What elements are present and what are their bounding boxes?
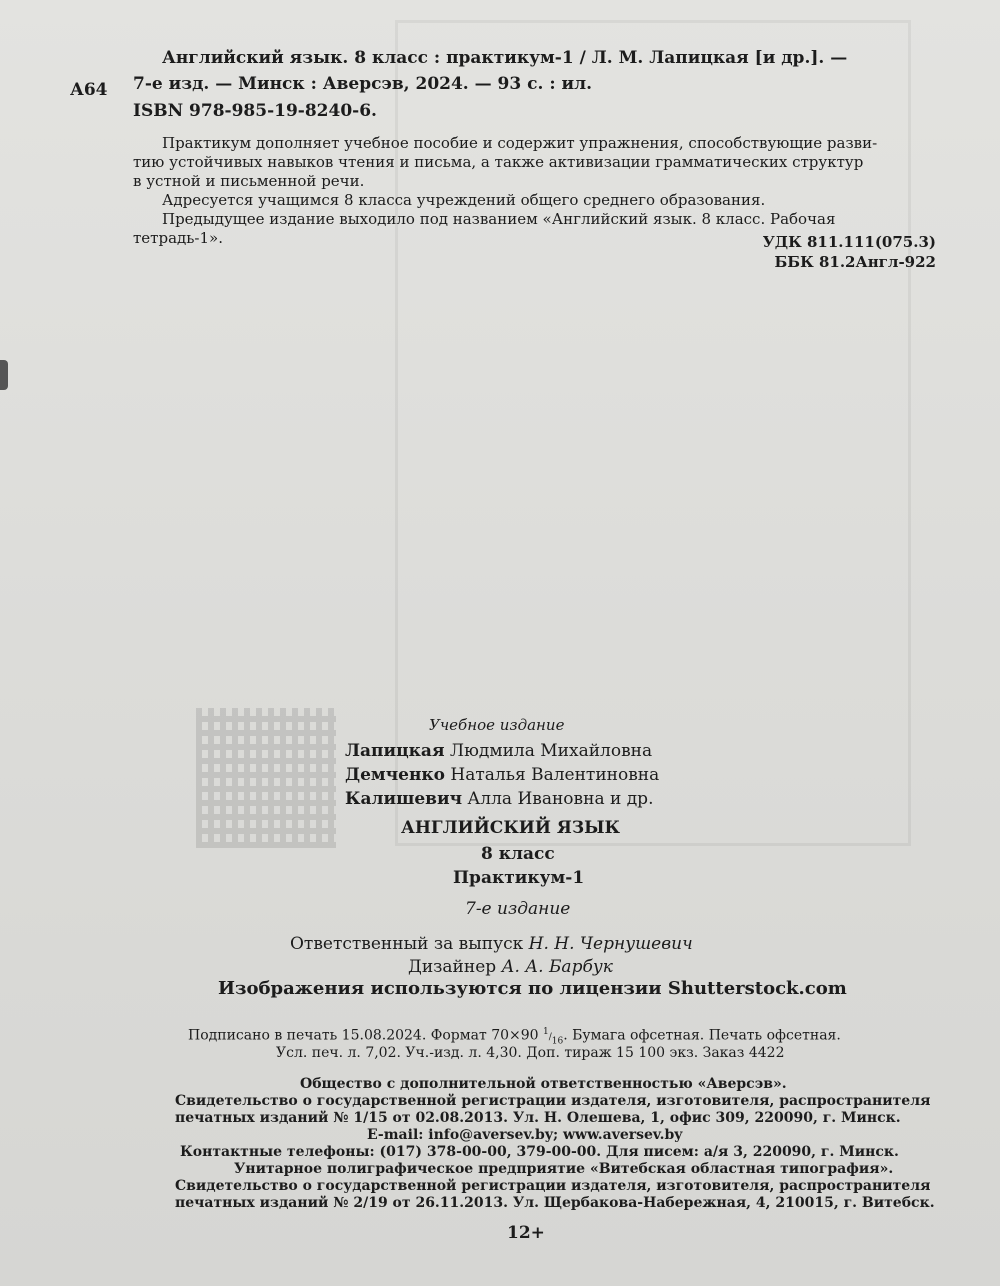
publisher-line: Общество с дополнительной ответственностью «Аверсэв». bbox=[300, 1076, 787, 1092]
responsible-line bbox=[290, 934, 693, 954]
author-surname: Лапицкая bbox=[345, 741, 445, 761]
print-details-pre: Подписано в печать 15.08.2024. Формат 70×90 bbox=[188, 1027, 543, 1044]
author-surname: Калишевич bbox=[345, 789, 463, 809]
book-title: АНГЛИЙСКИЙ ЯЗЫК bbox=[401, 818, 620, 838]
author-given-name: Людмила Михайловна bbox=[444, 741, 653, 761]
record-line1: Английский язык. 8 класс : практикум-1 / Л. М. Лапицкая [и др.]. — bbox=[162, 48, 848, 68]
printer-line: Свидетельство о государственной регистрации издателя, изготовителя, распространителя bbox=[175, 1178, 931, 1194]
printer-line: Унитарное полиграфическое предприятие «Витебская областная типография». bbox=[234, 1161, 894, 1177]
author-line bbox=[345, 789, 653, 809]
previous-edition-line: Предыдущее издание выходило под названием «Английский язык. 8 класс. Рабочая bbox=[162, 210, 836, 228]
responsible-label: Ответственный за выпуск bbox=[290, 934, 529, 954]
book-grade: 8 класс bbox=[481, 844, 555, 864]
publisher-line: Свидетельство о государственной регистрации издателя, изготовителя, распространителя bbox=[175, 1093, 931, 1109]
publisher-line: печатных изданий № 1/15 от 02.08.2013. Ул. Н. Олешева, 1, офис 309, 220090, г. Минск. bbox=[175, 1110, 901, 1126]
format-fraction-denominator: 16 bbox=[551, 1036, 564, 1047]
bleed-through-qr bbox=[196, 708, 336, 848]
author-given-name: Наталья Валентиновна bbox=[445, 765, 660, 785]
publisher-contacts-email: E-mail: info@aversev.by; www.aversev.by bbox=[367, 1127, 683, 1143]
edition-number: 7-е издание bbox=[465, 899, 571, 919]
annotation-line: в устной и письменной речи. bbox=[133, 172, 365, 190]
bbk-code: ББК 81.2Англ-922 bbox=[774, 253, 936, 271]
binding-mark bbox=[0, 360, 8, 390]
author-surname: Демченко bbox=[345, 765, 446, 785]
book-subtitle: Практикум-1 bbox=[453, 868, 585, 888]
record-line2: 7-е изд. — Минск : Аверсэв, 2024. — 93 с. : ил. bbox=[133, 74, 593, 94]
format-fraction-numerator: 1 bbox=[543, 1027, 549, 1037]
designer-line bbox=[408, 957, 613, 977]
previous-edition-line: тетрадь-1». bbox=[133, 229, 223, 247]
audience-line: Адресуется учащимся 8 класса учреждений общего среднего образования. bbox=[162, 191, 766, 209]
record-index: А64 bbox=[70, 80, 108, 100]
annotation-line: тию устойчивых навыков чтения и письма, а также активизации грамматических структур bbox=[133, 153, 864, 171]
print-details-post: . Бумага офсетная. Печать офсетная. bbox=[563, 1027, 841, 1044]
author-line bbox=[345, 741, 652, 761]
publication-type: Учебное издание bbox=[429, 716, 565, 734]
designer-name: А. А. Барбук bbox=[501, 957, 613, 977]
print-run-line: Усл. печ. л. 7,02. Уч.-изд. л. 4,30. Доп. тираж 15 100 экз. Заказ 4422 bbox=[276, 1045, 785, 1061]
printer-line: печатных изданий № 2/19 от 26.11.2013. Ул. Щербакова-Набережная, 4, 210015, г. Витебск. bbox=[175, 1195, 935, 1211]
publisher-line: Контактные телефоны: (017) 378-00-00, 379-00-00. Для писем: а/я 3, 220090, г. Минск. bbox=[180, 1144, 899, 1160]
author-line bbox=[345, 765, 659, 785]
annotation-line: Практикум дополняет учебное пособие и содержит упражнения, способствующие разви- bbox=[162, 134, 878, 152]
designer-label: Дизайнер bbox=[408, 957, 502, 977]
print-details-line: Подписано в печать 15.08.2024. Формат 70×90 $^1/_{16}$. Бумага офсетная. Печать офсетная. bbox=[188, 1027, 841, 1047]
author-given-name: Алла Ивановна и др. bbox=[462, 789, 654, 809]
udk-code: УДК 811.111(075.3) bbox=[762, 233, 936, 251]
responsible-name: Н. Н. Чернушевич bbox=[528, 934, 693, 954]
images-license: Изображения используются по лицензии Shutterstock.com bbox=[218, 978, 847, 999]
age-rating: 12+ bbox=[507, 1223, 545, 1243]
record-isbn: ISBN 978-985-19-8240-6. bbox=[133, 101, 377, 121]
